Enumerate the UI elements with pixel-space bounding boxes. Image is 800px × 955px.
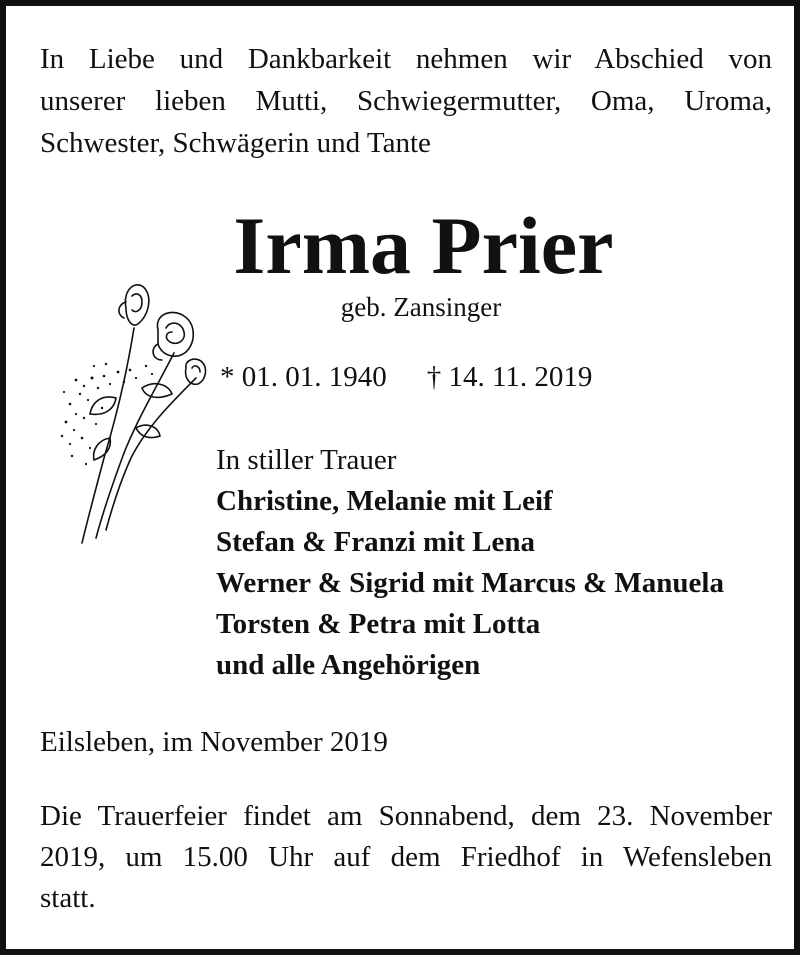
death-date: † 14. 11. 2019: [426, 361, 593, 393]
intro-line-1: In Liebe und Dankbarkeit nehmen wir Abschied von: [40, 43, 772, 75]
family-line: Torsten & Petra mit Lotta: [216, 608, 541, 640]
intro-line-2: unserer lieben Mutti, Schwiegermutter, Oma, Uroma,: [40, 85, 772, 117]
life-dates: [220, 357, 592, 397]
service-line-3: statt.: [40, 882, 96, 914]
deceased-name: Irma Prier: [233, 200, 614, 291]
family-line: Werner & Sigrid mit Marcus & Manuela: [216, 567, 724, 599]
family-line: Stefan & Franzi mit Lena: [216, 526, 535, 558]
service-info: [40, 796, 772, 919]
family-line: und alle Angehörigen: [216, 649, 481, 681]
rose-illustration-icon: [46, 268, 216, 548]
intro-text: [40, 38, 772, 164]
intro-line-3: Schwester, Schwägerin und Tante: [40, 127, 431, 159]
service-line-1: Die Trauerfeier findet am Sonnabend, dem 23. November: [40, 800, 772, 832]
maiden-name: geb. Zansinger: [340, 292, 502, 322]
mourning-phrase: In stiller Trauer: [216, 444, 397, 476]
place-and-date: Eilsleben, im November 2019: [40, 726, 388, 758]
birth-date: * 01. 01. 1940: [220, 361, 387, 393]
family-line: Christine, Melanie mit Leif: [216, 485, 553, 517]
mourners-block: [216, 440, 724, 686]
service-line-2: 2019, um 15.00 Uhr auf dem Friedhof in Wefensleben: [40, 841, 772, 873]
